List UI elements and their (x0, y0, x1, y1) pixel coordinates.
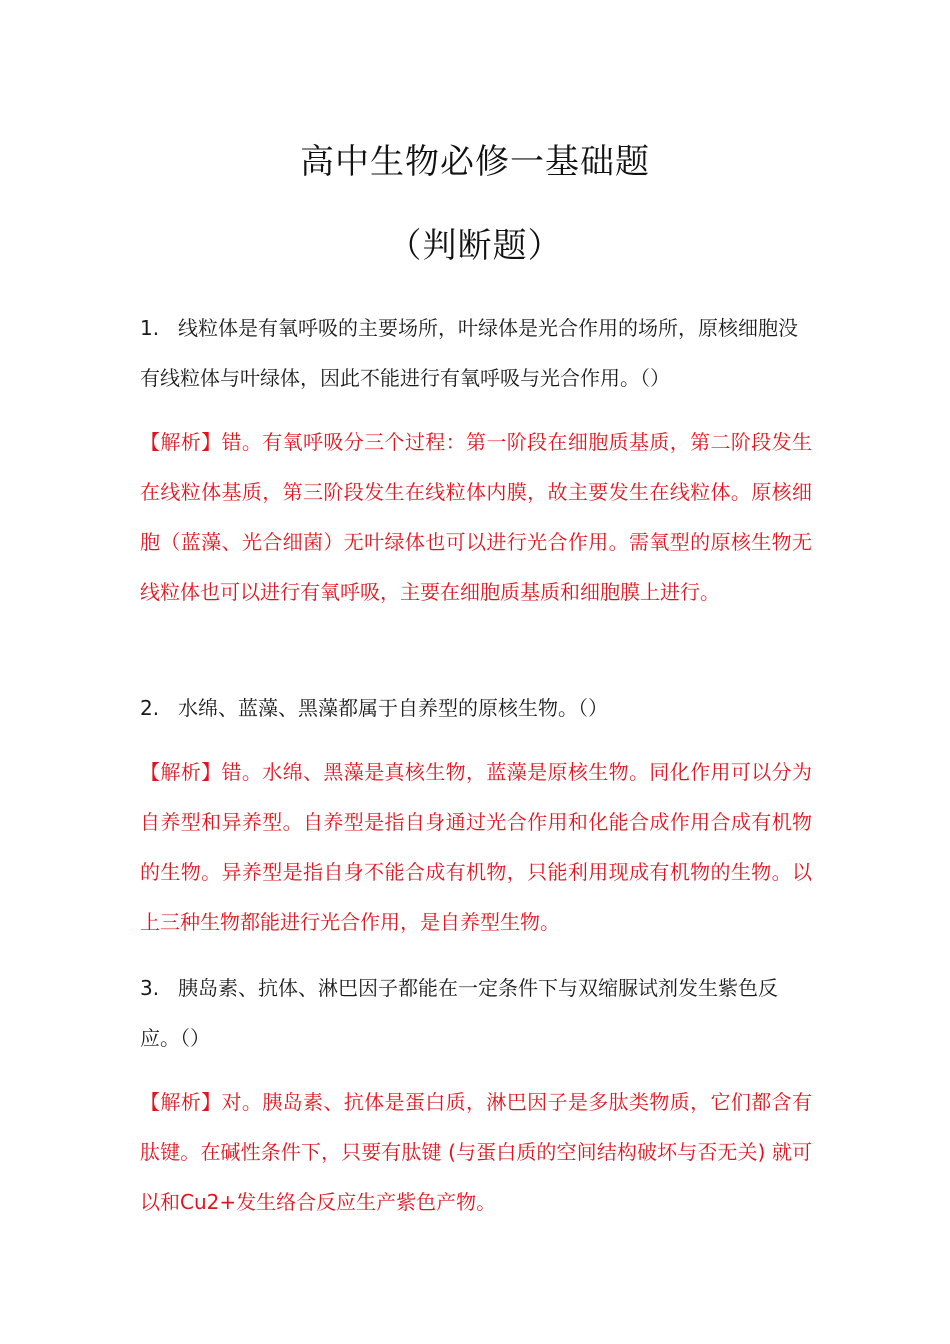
question-2 (140, 683, 812, 733)
question-3 (140, 963, 812, 1063)
analysis-tag: 【解析】 (140, 430, 222, 454)
analysis-text: 错。水绵、黑藻是真核生物，蓝藻是原核生物。同化作用可以分为自养型和异养型。自养型是指自身通过光合作用和化能合成作用合成有机物的生物。异养型是指自身不能合成有机物，只能利用现成有机物的生物。以上三种生物都能进行光合作用，是自养型生物。 (140, 760, 812, 934)
document-title: 高中生物必修一基础题 (300, 142, 650, 182)
question-text: 线粒体是有氧呼吸的主要场所，叶绿体是光合作用的场所，原核细胞没有线粒体与叶绿体，因此不能进行有氧呼吸与光合作用。（） (140, 316, 798, 390)
analysis-tag: 【解析】 (140, 1090, 222, 1114)
analysis-text: 对。胰岛素、抗体是蛋白质，淋巴因子是多肽类物质，它们都含有肽键。在碱性条件下，只要有肽键 (与蛋白质的空间结构破坏与否无关) 就可以和Cu2+发生络合反应生产紫色产物。 (140, 1090, 812, 1214)
analysis-tag: 【解析】 (140, 760, 222, 784)
analysis-2 (140, 747, 812, 947)
question-number: 3. (140, 976, 160, 1000)
question-number: 1. (140, 316, 160, 340)
analysis-text: 错。有氧呼吸分三个过程：第一阶段在细胞质基质，第二阶段发生在线粒体基质，第三阶段发生在线粒体内膜，故主要发生在线粒体。原核细胞（蓝藻、光合细菌）无叶绿体也可以进行光合作用。需氧型的原核生物无线粒体也可以进行有氧呼吸，主要在细胞质基质和细胞膜上进行。 (140, 430, 812, 604)
analysis-3 (140, 1077, 812, 1227)
question-number: 2. (140, 696, 160, 720)
question-text: 胰岛素、抗体、淋巴因子都能在一定条件下与双缩脲试剂发生紫色反应。（） (140, 976, 778, 1050)
analysis-1 (140, 417, 812, 617)
document-subtitle: （判断题） (387, 226, 563, 266)
question-text: 水绵、蓝藻、黑藻都属于自养型的原核生物。（） (178, 696, 608, 720)
question-1 (140, 303, 812, 403)
